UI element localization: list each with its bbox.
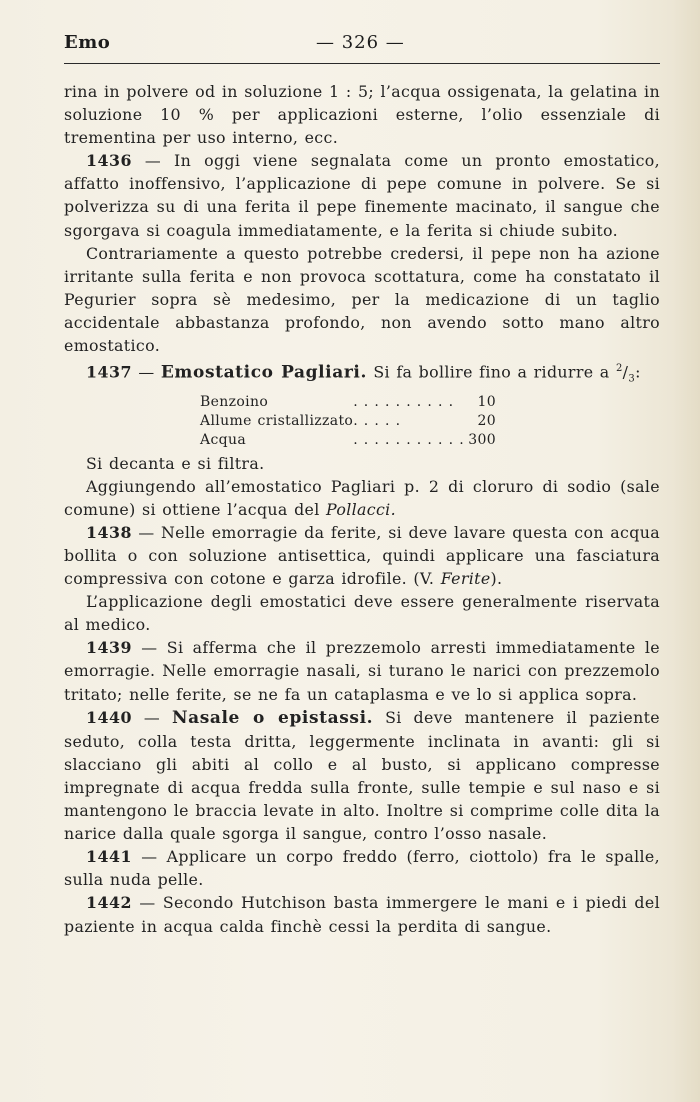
paragraph-text: Si decanta e si filtra. bbox=[86, 453, 265, 473]
entry-text: — In oggi viene segnalata come un pronto emostatico, affatto inoffensivo, l’applicazione di pepe comune in polvere. Se si polverizza su di una ferita il pepe finemente macinato, il sangue che sgorgava si coagula immediatamente, e la ferita si chiude subito. bbox=[64, 151, 660, 240]
entry-dash: — bbox=[131, 362, 161, 382]
entry-number: 1437 bbox=[86, 362, 132, 382]
entry-text: — Secondo Hutchison basta immergere le mani e i piedi del paziente in acqua calda finchè cessi la perdita di sangue. bbox=[64, 893, 660, 936]
recipe-table bbox=[200, 393, 496, 450]
entry-text-end: ). bbox=[490, 569, 503, 589]
recipe-row bbox=[200, 393, 496, 412]
recipe-leader-dots: . . . . . . . . . . . bbox=[353, 431, 465, 448]
paragraph-medico bbox=[64, 590, 660, 636]
body-text bbox=[64, 80, 660, 938]
entry-number: 1441 bbox=[86, 847, 132, 867]
entry-1440 bbox=[64, 706, 660, 846]
paragraph-text: Contrariamente a questo potrebbe credersi, il pepe non ha azione irritante sulla ferita e non provoca scottatura, come ha constatato il Pegurier sopra sè medesimo, per la medicazione di un taglio accidentale abbastanza profondo, non avendo sotto mano altro emostatico. bbox=[64, 243, 660, 356]
recipe-quantity: 10 bbox=[477, 393, 497, 410]
recipe-quantity: 300 bbox=[468, 431, 497, 448]
header-rule bbox=[64, 63, 660, 64]
entry-1439 bbox=[64, 636, 660, 705]
italic-term: Pollacci. bbox=[326, 499, 396, 519]
entry-number: 1439 bbox=[86, 638, 132, 658]
paragraph-decanta bbox=[64, 452, 660, 475]
paragraph-text: Aggiungendo all’emostatico Pagliari p. 2 di cloruro di sodio (sale comune) si ottiene l’acqua del bbox=[64, 476, 660, 519]
running-title: Emo bbox=[64, 32, 111, 53]
entry-1442 bbox=[64, 891, 660, 937]
recipe-leader-dots: . . . . . bbox=[353, 412, 401, 429]
entry-number: 1442 bbox=[86, 893, 132, 913]
paragraph-pollacci bbox=[64, 475, 660, 521]
entry-text: — Nelle emorragie da ferite, si deve lavare questa con acqua bollita o con soluzione antisettica, quindi applicare una fasciatura compressiva con cotone e garza idrofile. (V. bbox=[64, 522, 660, 589]
entry-heading: Nasale o epistassi. bbox=[171, 707, 374, 728]
entry-heading: Emostatico Pagliari. bbox=[160, 362, 367, 383]
recipe-row bbox=[200, 431, 496, 450]
paragraph-pepe bbox=[64, 242, 660, 357]
entry-number: 1438 bbox=[86, 522, 132, 542]
paragraph-continued bbox=[64, 80, 660, 149]
recipe-ingredient: Allume cristallizzato bbox=[200, 412, 354, 429]
recipe-ingredient: Acqua bbox=[200, 431, 247, 448]
entry-text: Si deve mantenere il paziente seduto, colla testa dritta, leggermente inclinata in avanti: gli si slacciano gli abiti al collo e al busto, si applicano compresse impregnate di acqua fredda sulla fronte, sulle tempie e sul naso e si mantengono le braccia levate in alto. Inoltre si comprime colle dita la narice dalla quale sgorga il sangue, contro l’osso nasale. bbox=[64, 707, 661, 844]
entry-text: Si fa bollire fino a ridurre a bbox=[367, 362, 616, 382]
entry-text: — Si afferma che il prezzemolo arresti immediatamente le emorragie. Nelle emorragie nasali, si turano le narici con prezzemolo tritato; nelle ferite, se ne fa un cataplasma e ve lo si applica sopra. bbox=[64, 638, 660, 704]
entry-1437: 1437 — Emostatico Pagliari. Si fa bollire fino a ridurre a $^2/_3$: bbox=[86, 362, 641, 385]
recipe-row bbox=[200, 412, 496, 431]
recipe-ingredient: Benzoino bbox=[200, 393, 269, 410]
paragraph-text: L’applicazione degli emostatici deve essere generalmente riservata al medico. bbox=[64, 592, 660, 635]
recipe-leader-dots: . . . . . . . . . . bbox=[353, 393, 454, 410]
entry-number: 1440 bbox=[86, 707, 132, 727]
fraction-denominator: 3 bbox=[628, 373, 636, 385]
recipe-quantity: 20 bbox=[477, 412, 497, 429]
entry-dash: — bbox=[131, 707, 172, 727]
entry-1436 bbox=[64, 149, 660, 241]
fraction-numerator: 2 bbox=[615, 363, 623, 375]
page-header bbox=[64, 30, 660, 60]
entry-number: 1436 bbox=[86, 151, 132, 171]
paragraph-text: rina in polvere od in soluzione 1 : 5; l’acqua ossigenata, la gelatina in soluzione 10 % per applicazioni esterne, l’olio essenziale di trementina per uso interno, ecc. bbox=[64, 82, 660, 148]
entry-1441 bbox=[64, 845, 660, 891]
entry-1438 bbox=[64, 521, 660, 590]
entry-text-end: : bbox=[635, 362, 641, 382]
page-number: — 326 — bbox=[316, 32, 405, 53]
cross-reference: Ferite bbox=[440, 569, 491, 589]
entry-text: — Applicare un corpo freddo (ferro, ciottolo) fra le spalle, sulla nuda pelle. bbox=[64, 847, 660, 890]
